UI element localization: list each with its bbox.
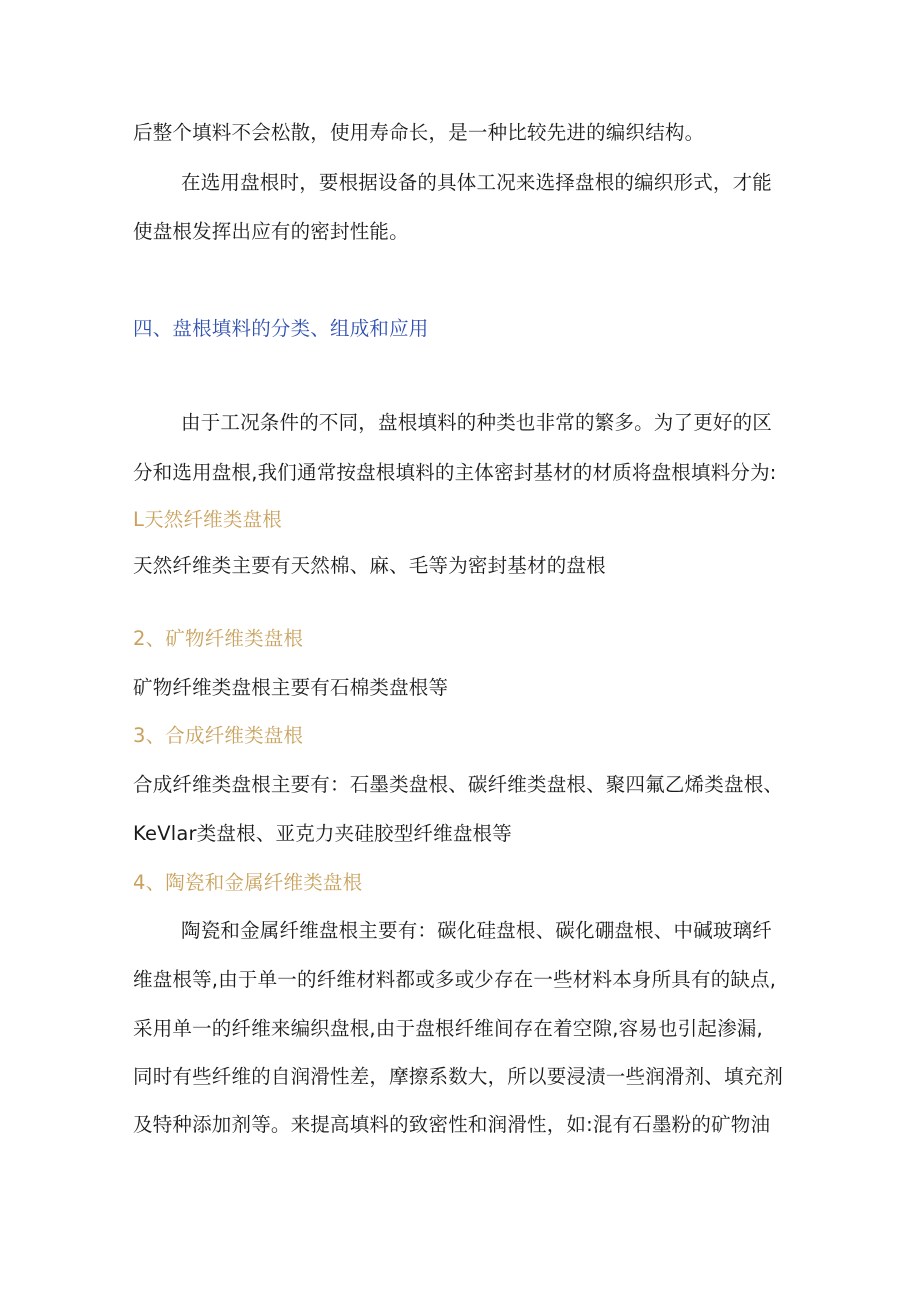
paragraph-line: 由于工况条件的不同，盘根填料的种类也非常的繁多。为了更好的区 (181, 411, 773, 434)
category-body-mineral-fiber: 矿物纤维类盘根主要有石棉类盘根等 (133, 676, 449, 699)
paragraph-line: 分和选用盘根,我们通常按盘根填料的主体密封基材的材质将盘根填料分为: (133, 461, 777, 484)
paragraph-line: 在选用盘根时，要根据设备的具体工况来选择盘根的编织形式，才能 (181, 171, 773, 194)
category-body-synthetic-fiber: KeVlar类盘根、亚克力夹硅胶型纤维盘根等 (133, 822, 512, 845)
category-body-ceramic-metal-fiber: 及特种添加剂等。来提高填料的致密性和润滑性，如:混有石墨粉的矿物油 (133, 1113, 771, 1136)
section-heading: 四、盘根填料的分类、组成和应用 (133, 317, 429, 340)
paragraph-line: 使盘根发挥出应有的密封性能。 (133, 220, 409, 243)
category-heading-natural-fiber: L天然纤维类盘根 (133, 508, 282, 531)
category-heading-mineral-fiber: 2、矿物纤维类盘根 (133, 627, 304, 650)
category-body-ceramic-metal-fiber: 陶瓷和金属纤维盘根主要有：碳化硅盘根、碳化硼盘根、中碱玻璃纤 (181, 919, 773, 942)
paragraph-line: 后整个填料不会松散，使用寿命长，是一种比较先进的编织结构。 (133, 121, 705, 144)
category-heading-synthetic-fiber: 3、合成纤维类盘根 (133, 724, 304, 747)
category-heading-ceramic-metal-fiber: 4、陶瓷和金属纤维类盘根 (133, 871, 363, 894)
category-body-ceramic-metal-fiber: 维盘根等,由于单一的纤维材料都或多或少存在一些材料本身所具有的缺点, (133, 968, 777, 991)
category-body-ceramic-metal-fiber: 采用单一的纤维来编织盘根,由于盘根纤维间存在着空隙,容易也引起渗漏, (133, 1017, 763, 1040)
category-body-ceramic-metal-fiber: 同时有些纤维的自润滑性差，摩擦系数大，所以要浸渍一些润滑剂、填充剂 (133, 1065, 784, 1088)
category-body-synthetic-fiber: 合成纤维类盘根主要有：石墨类盘根、碳纤维类盘根、聚四氟乙烯类盘根、 (133, 773, 784, 796)
category-body-natural-fiber: 天然纤维类主要有天然棉、麻、毛等为密封基材的盘根 (133, 554, 606, 577)
